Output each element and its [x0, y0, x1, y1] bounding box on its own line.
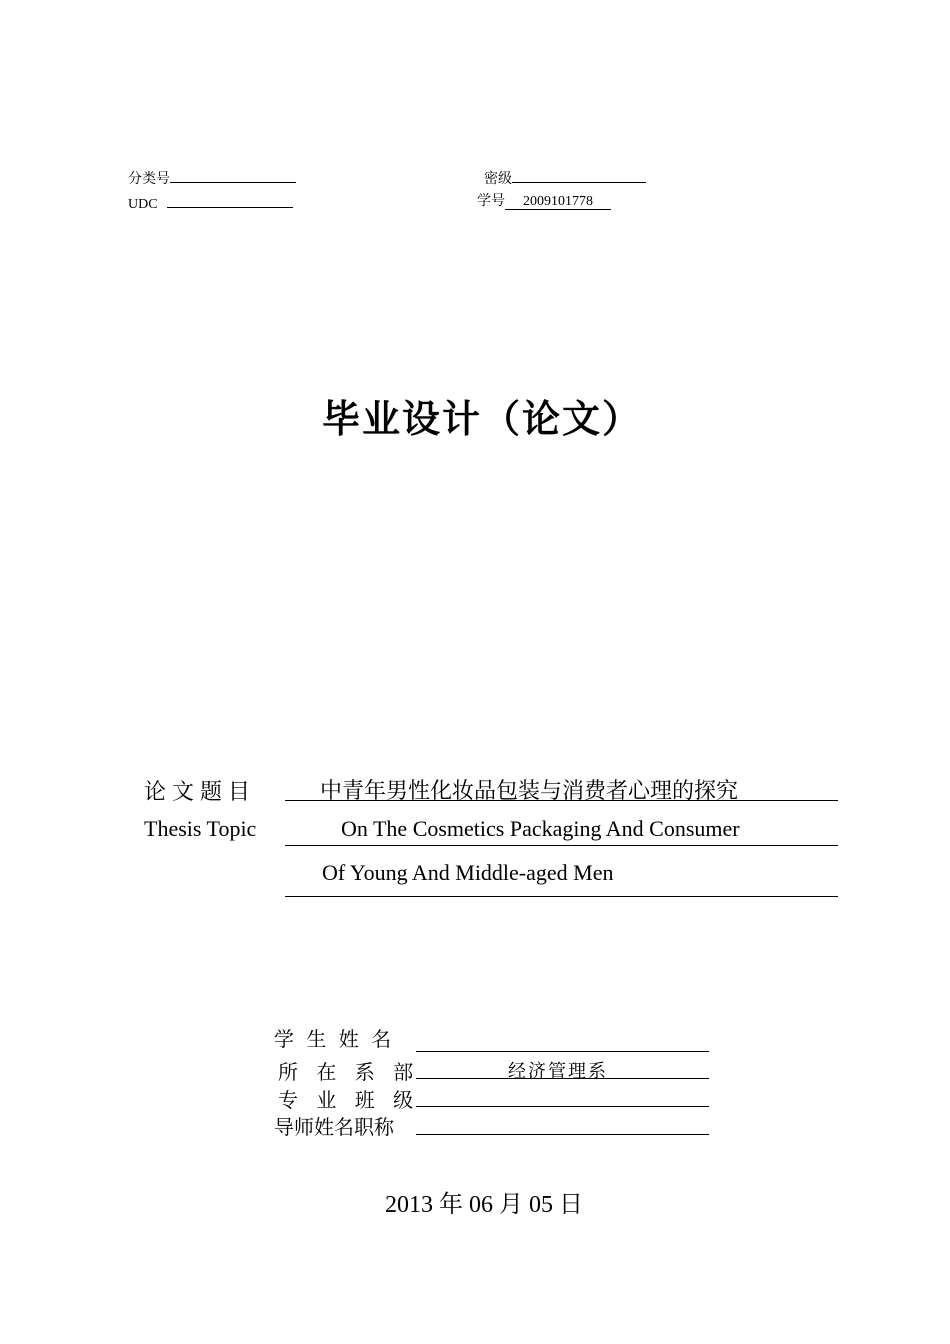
- secret-level-field: [484, 169, 646, 188]
- udc-label: UDC: [128, 197, 158, 212]
- advisor-label: 导师姓名职称: [274, 1115, 394, 1139]
- topic-title-cn: 中青年男性化妆品包装与消费者心理的探究: [320, 779, 739, 804]
- student-no-value: 2009101778: [505, 194, 611, 210]
- topic-title-en-line1: On The Cosmetics Packaging And Consumer: [341, 816, 740, 841]
- topic-label-cn: 论文题目: [144, 780, 257, 805]
- student-no-field: [477, 194, 611, 210]
- advisor-underline: [416, 1134, 709, 1135]
- department-label: 所 在 系 部: [278, 1060, 420, 1084]
- class-label: 专 业 班 级: [278, 1088, 420, 1112]
- secret-level-label: 密级: [484, 172, 512, 187]
- topic-label-en: Thesis Topic: [144, 816, 257, 841]
- classification-field: [128, 169, 296, 188]
- secret-level-blank: [512, 169, 646, 183]
- student-name-underline: [416, 1051, 709, 1052]
- department-value: 经济管理系: [508, 1061, 608, 1082]
- classification-label: 分类号: [128, 172, 170, 187]
- topic-underline-3: [285, 896, 838, 897]
- student-name-label: 学 生 姓 名: [274, 1027, 395, 1051]
- classification-blank: [170, 169, 296, 183]
- student-no-label: 学号: [477, 194, 505, 209]
- topic-title-en-line2: Of Young And Middle-aged Men: [322, 860, 614, 885]
- udc-blank: [167, 194, 293, 208]
- department-underline: [416, 1078, 709, 1079]
- class-underline: [416, 1106, 709, 1107]
- udc-field: [128, 194, 293, 213]
- topic-underline-2: [285, 845, 838, 846]
- document-title: 毕业设计（论文）: [322, 397, 643, 441]
- topic-underline-1: [285, 800, 838, 801]
- submission-date: 2013 年 06 月 05 日: [385, 1192, 583, 1218]
